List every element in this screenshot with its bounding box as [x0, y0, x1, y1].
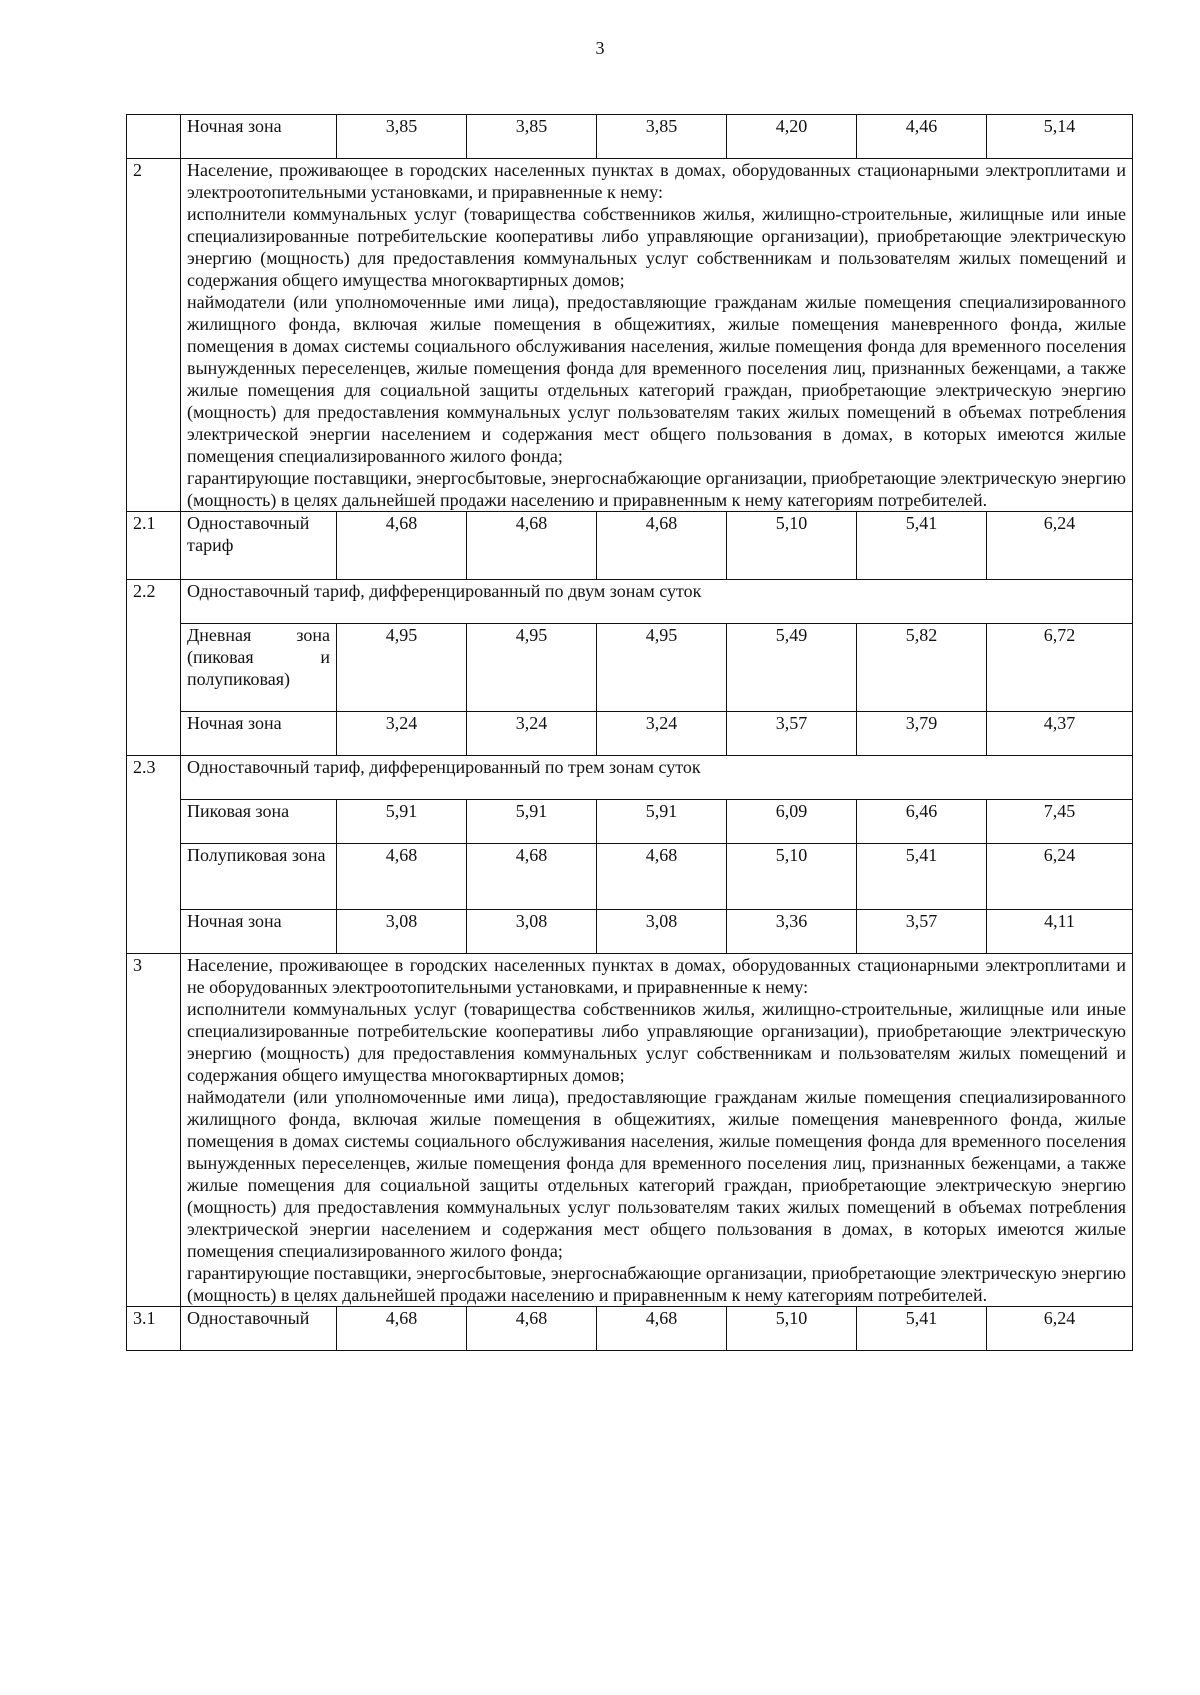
value-cell: 5,41 [857, 1307, 987, 1351]
value-cell: 4,68 [337, 1307, 467, 1351]
value-cell: 4,68 [467, 512, 597, 580]
value-cell: 6,09 [727, 800, 857, 844]
row-number: 2 [127, 159, 181, 512]
row-label: Полупиковая зона [181, 844, 337, 910]
paragraph: исполнители коммунальных услуг (товарищества собственников жилья, жилищно-строительные, жилищные или иные специализированные потребительские кооперативы либо управляющие организации), приобретающие электрическую энергию (мощность) для предоставления коммунальных услуг собственникам и пользователям жилых помещений и содержания общего имущества многоквартирных домов; [187, 999, 1126, 1085]
value-cell: 4,37 [987, 712, 1133, 756]
row-label: Ночная зона [181, 910, 337, 954]
table-row [127, 512, 1133, 580]
value-cell: 6,24 [987, 1307, 1133, 1351]
row-number: 3 [127, 954, 181, 1307]
table-row [127, 800, 1133, 844]
section-description [181, 159, 1133, 512]
table-row [127, 115, 1133, 159]
value-cell: 4,68 [597, 844, 727, 910]
paragraph: гарантирующие поставщики, энергосбытовые, энергоснабжающие организации, приобретающие электрическую энергию (мощность) в целях дальнейшей продажи населению и приравненным к нему категориям потребителей. [187, 1263, 1126, 1305]
value-cell: 3,85 [597, 115, 727, 159]
row-number: 2.2 [127, 580, 181, 756]
value-cell: 5,91 [467, 800, 597, 844]
value-cell: 5,10 [727, 512, 857, 580]
value-cell: 4,68 [467, 1307, 597, 1351]
row-label: Пиковая зона [181, 800, 337, 844]
value-cell: 5,91 [337, 800, 467, 844]
group-title: Одноставочный тариф, дифференцированный по трем зонам суток [181, 756, 1133, 800]
value-cell: 7,45 [987, 800, 1133, 844]
row-label: Одноставочный тариф [181, 512, 337, 580]
table-row [127, 1307, 1133, 1351]
value-cell: 4,68 [337, 512, 467, 580]
value-cell: 5,91 [597, 800, 727, 844]
value-cell: 4,95 [597, 624, 727, 712]
value-cell: 6,24 [987, 512, 1133, 580]
value-cell: 4,68 [597, 1307, 727, 1351]
value-cell: 3,24 [337, 712, 467, 756]
row-number-cell [127, 115, 181, 159]
table-row [127, 756, 1133, 800]
paragraph: наймодатели (или уполномоченные ими лица), предоставляющие гражданам жилые помещения специализированного жилищного фонда, включая жилые помещения в общежитиях, жилые помещения маневренного фонда, жилые помещения в домах системы социального обслуживания населения, жилые помещения фонда для временного поселения вынужденных переселенцев, жилые помещения фонда для временного поселения лиц, признанных беженцами, а также жилые помещения для социальной защиты отдельных категорий граждан, приобретающие электрическую энергию (мощность) для предоставления коммунальных услуг пользователям таких жилых помещений в объемах потребления электрической энергии населением и содержания мест общего пользования в домах, в которых имеются жилые помещения специализированного жилого фонда; [187, 292, 1126, 466]
table-row [127, 910, 1133, 954]
paragraph: Население, проживающее в городских населенных пунктах в домах, оборудованных стационарными электроплитами и электроотопительными установками, и приравненные к нему: [187, 160, 1126, 202]
value-cell: 4,68 [337, 844, 467, 910]
value-cell: 5,41 [857, 512, 987, 580]
paragraph: гарантирующие поставщики, энергосбытовые, энергоснабжающие организации, приобретающие электрическую энергию (мощность) в целях дальнейшей продажи населению и приравненным к нему категориям потребителей. [187, 468, 1126, 510]
value-cell: 3,57 [857, 910, 987, 954]
table-row [127, 624, 1133, 712]
value-cell: 5,14 [987, 115, 1133, 159]
value-cell: 3,08 [337, 910, 467, 954]
table-row [127, 712, 1133, 756]
group-title: Одноставочный тариф, дифференцированный по двум зонам суток [181, 580, 1133, 624]
row-number: 2.1 [127, 512, 181, 580]
row-label: Ночная зона [181, 712, 337, 756]
table-row [127, 844, 1133, 910]
row-number: 3.1 [127, 1307, 181, 1351]
value-cell: 4,11 [987, 910, 1133, 954]
value-cell: 3,08 [597, 910, 727, 954]
value-cell: 3,36 [727, 910, 857, 954]
value-cell: 3,57 [727, 712, 857, 756]
value-cell: 6,24 [987, 844, 1133, 910]
table-row [127, 159, 1133, 512]
row-label: Дневная зона (пиковая и полупиковая) [181, 624, 337, 712]
value-cell: 5,49 [727, 624, 857, 712]
row-label: Одноставочный [181, 1307, 337, 1351]
value-cell: 3,24 [597, 712, 727, 756]
value-cell: 5,10 [727, 844, 857, 910]
table-row [127, 954, 1133, 1307]
value-cell: 3,24 [467, 712, 597, 756]
value-cell: 4,95 [337, 624, 467, 712]
value-cell: 3,79 [857, 712, 987, 756]
value-cell: 4,68 [597, 512, 727, 580]
value-cell: 4,68 [467, 844, 597, 910]
value-cell: 5,10 [727, 1307, 857, 1351]
paragraph: Население, проживающее в городских населенных пунктах в домах, оборудованных стационарными электроплитами и не оборудованных электроотопительными установками, и приравненные к нему: [187, 955, 1126, 997]
value-cell: 5,82 [857, 624, 987, 712]
paragraph: наймодатели (или уполномоченные ими лица), предоставляющие гражданам жилые помещения специализированного жилищного фонда, включая жилые помещения в общежитиях, жилые помещения маневренного фонда, жилые помещения в домах системы социального обслуживания населения, жилые помещения фонда для временного поселения вынужденных переселенцев, жилые помещения фонда для временного поселения лиц, признанных беженцами, а также жилые помещения для социальной защиты отдельных категорий граждан, приобретающие электрическую энергию (мощность) для предоставления коммунальных услуг пользователям таких жилых помещений в объемах потребления электрической энергии населением и содержания мест общего пользования в домах, в которых имеются жилые помещения специализированного жилого фонда; [187, 1087, 1126, 1261]
row-label: Ночная зона [181, 115, 337, 159]
value-cell: 6,46 [857, 800, 987, 844]
value-cell: 3,85 [337, 115, 467, 159]
page-number: 3 [595, 38, 605, 58]
tariff-table [126, 114, 1133, 1351]
value-cell: 3,08 [467, 910, 597, 954]
value-cell: 6,72 [987, 624, 1133, 712]
value-cell: 5,41 [857, 844, 987, 910]
value-cell: 3,85 [467, 115, 597, 159]
row-number: 2.3 [127, 756, 181, 954]
value-cell: 4,95 [467, 624, 597, 712]
table-row [127, 580, 1133, 624]
section-description [181, 954, 1133, 1307]
paragraph: исполнители коммунальных услуг (товарищества собственников жилья, жилищно-строительные, жилищные или иные специализированные потребительские кооперативы либо управляющие организации), приобретающие электрическую энергию (мощность) для предоставления коммунальных услуг собственникам и пользователям жилых помещений и содержания общего имущества многоквартирных домов; [187, 204, 1126, 290]
value-cell: 4,46 [857, 115, 987, 159]
value-cell: 4,20 [727, 115, 857, 159]
